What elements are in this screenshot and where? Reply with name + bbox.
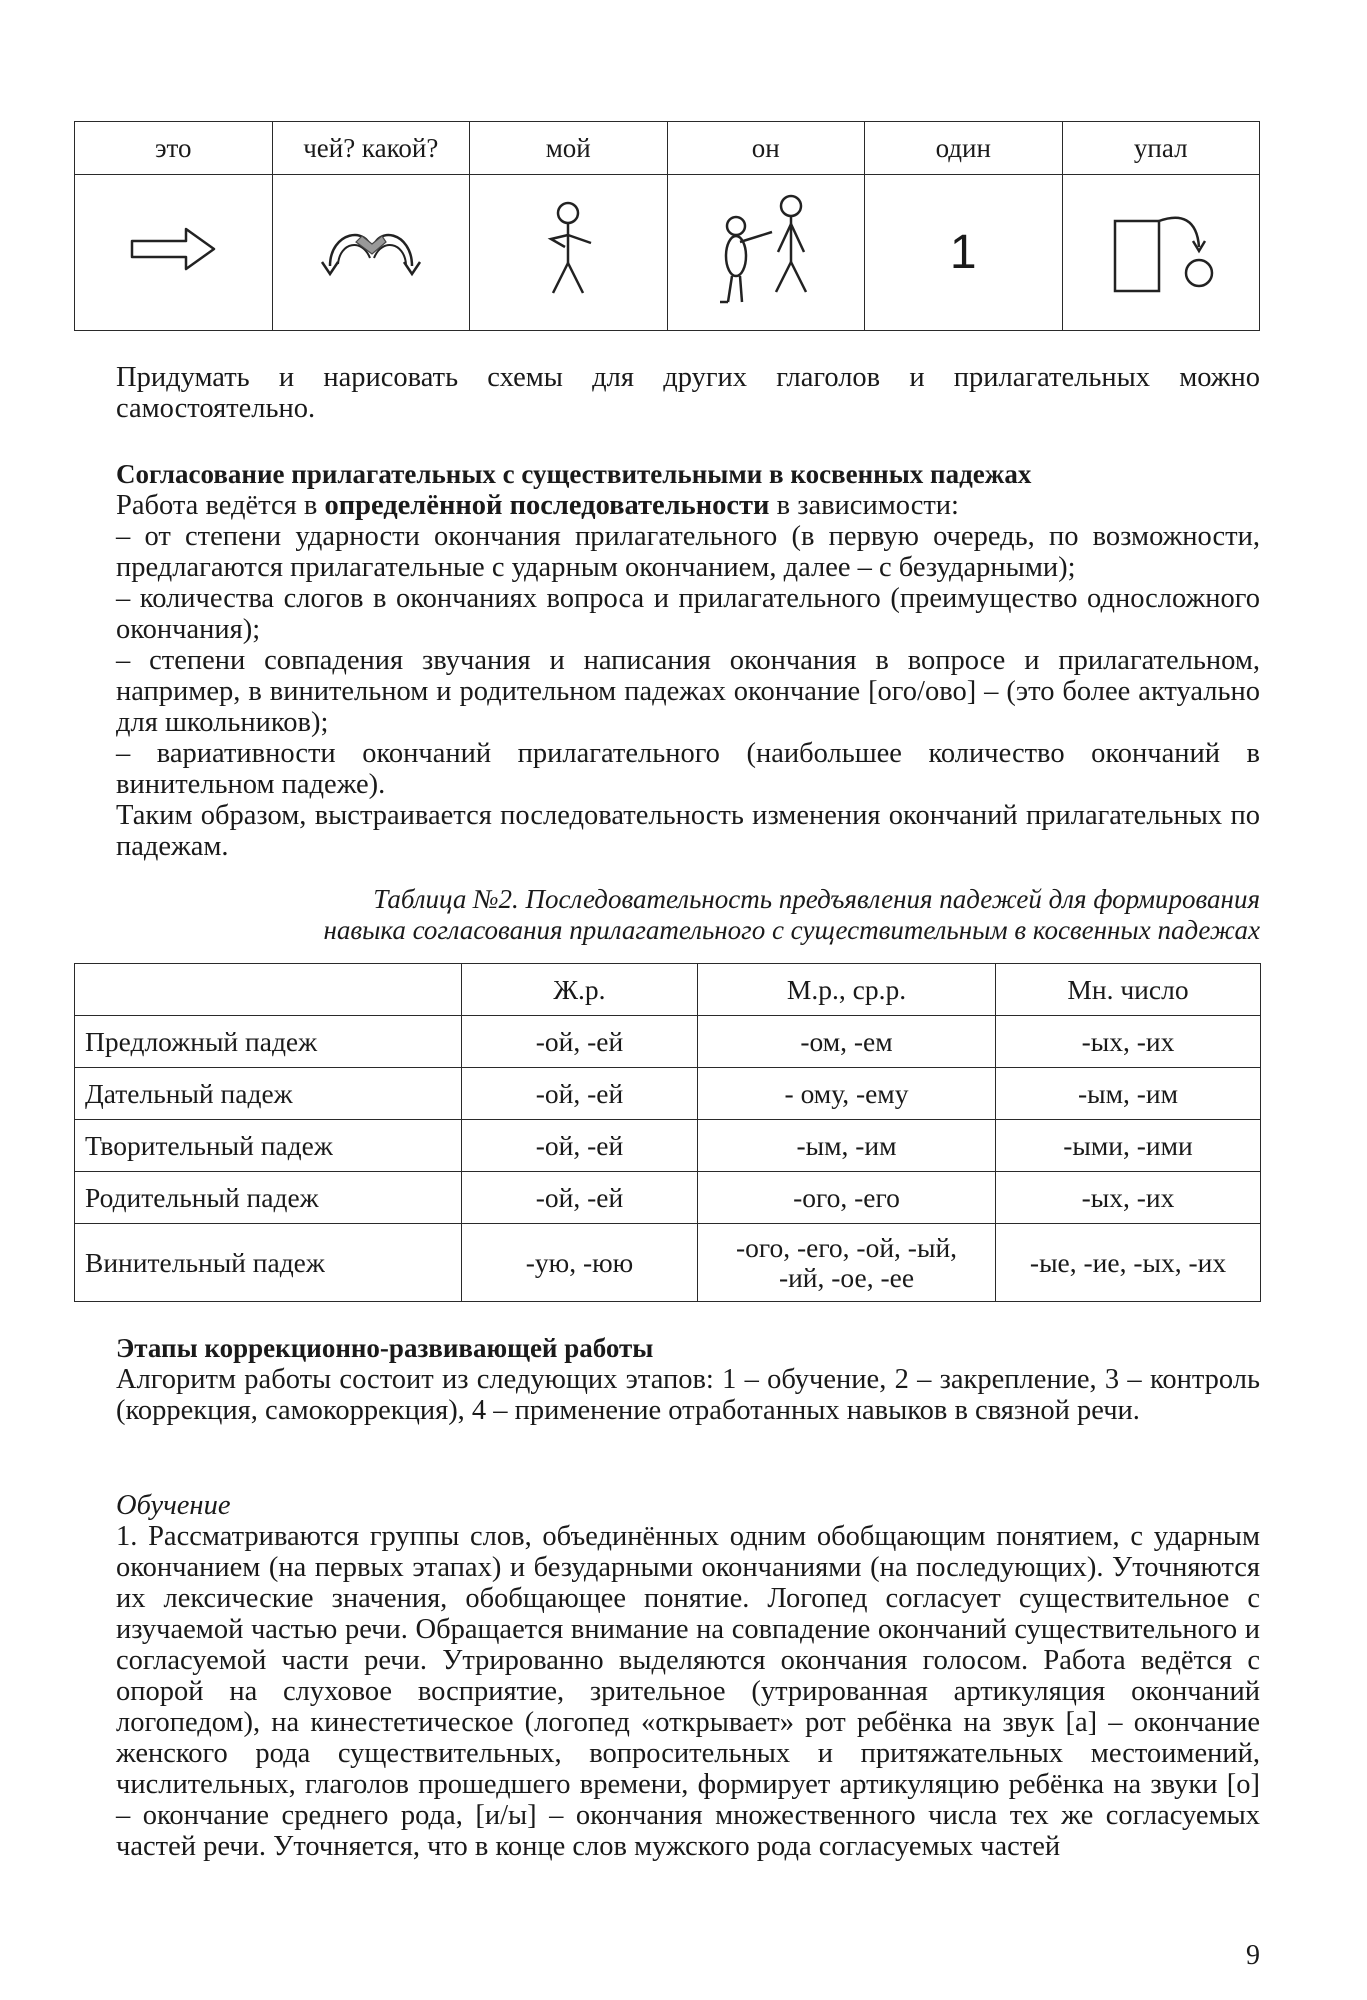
two-figures-pointing-icon [706, 192, 826, 307]
table-caption [160, 884, 1260, 946]
table-cell: -ой, -ей [462, 1120, 698, 1172]
section-lead [76, 490, 1260, 521]
caption-line: Таблица №2. Последовательность предъявления падежей для формирования [373, 884, 1260, 914]
lead-start: Работа ведётся в [116, 490, 325, 521]
row-label: Дательный падеж [75, 1068, 462, 1120]
lead-bold: определённой последовательности [324, 490, 770, 521]
section-heading: Этапы коррекционно-развивающей работы [116, 1333, 654, 1363]
table-cell: -ом, -ем [698, 1016, 996, 1068]
table-header-cell [75, 964, 462, 1016]
lead-end: в зависимости: [769, 490, 959, 521]
section-stages [76, 1333, 1260, 1426]
pictogram-header-row [75, 122, 1260, 175]
stick-figure-pointing-self-icon [533, 199, 603, 299]
picto-header-cell: мой [470, 122, 668, 175]
list-item: – количества слогов в окончаниях вопроса и прилагательного (преимущество односложного окончания); [116, 583, 1260, 645]
pictogram-icon-row [75, 175, 1260, 331]
row-label: Винительный падеж [75, 1224, 462, 1302]
picto-header-cell: это [75, 122, 273, 175]
arrow-right-icon [128, 224, 218, 274]
cell-line: -ого, -его, -ой, -ый, [735, 1231, 958, 1263]
section-conclusion: Таким образом, выстраивается последовательность изменения окончаний прилагательных по падежам. [116, 800, 1260, 862]
table-row [75, 1120, 1261, 1172]
cell-line: -ий, -ое, -ее [778, 1261, 915, 1293]
table-cell: -ой, -ей [462, 1068, 698, 1120]
intro-paragraph [76, 362, 1260, 424]
table-cell: -ым, -им [698, 1120, 996, 1172]
picto-header-cell: упал [1062, 122, 1260, 175]
picto-icon-cell [667, 175, 865, 331]
case-endings-table [74, 963, 1261, 1302]
table-row [75, 1016, 1261, 1068]
intro-text: Придумать и нарисовать схемы для других глаголов и прилагательных можно самостоятельно. [116, 362, 1260, 424]
row-label: Родительный падеж [75, 1172, 462, 1224]
table-header-cell: М.р., ср.р. [698, 964, 996, 1016]
table-row [75, 1172, 1261, 1224]
section-subheading: Обучение [116, 1490, 231, 1521]
picto-header-cell: один [865, 122, 1063, 175]
section-heading: Согласование прилагательных с существительными в косвенных падежах [116, 459, 1032, 489]
table-header-row [75, 964, 1261, 1016]
picto-header-cell: чей? какой? [272, 122, 470, 175]
row-label: Предложный падеж [75, 1016, 462, 1068]
page-number: 9 [1246, 1940, 1260, 1971]
picto-icon-cell [1062, 175, 1260, 331]
table-cell: -ых, -их [996, 1172, 1261, 1224]
pictogram-table [74, 121, 1260, 331]
table-cell: -ыми, -ими [996, 1120, 1261, 1172]
table-row [75, 1068, 1261, 1120]
row-label: Творительный падеж [75, 1120, 462, 1172]
table-cell: -ых, -их [996, 1016, 1261, 1068]
table-cell [698, 1224, 996, 1302]
table-row [75, 1224, 1261, 1302]
list-item: – вариативности окончаний прилагательного (наибольшее количество окончаний в винительном падеже). [116, 738, 1260, 800]
table-cell: -ым, -им [996, 1068, 1261, 1120]
section-text: 1. Рассматриваются группы слов, объединённых одним обобщающим понятием, с ударным окончанием (на первых этапах) и безударными окончаниями (на последующих). Уточняются их лексические значения, обобщающее понятие. Логопед согласует существительное с изучаемой частью речи. Обращается внимание на совпадение окончаний существительного и согласуемой части речи. Утрированно выделяются окончания голосом. Работа ведётся с опорой на слуховое восприятие, зрительное (утрированная артикуляция окончаний логопедом), на кинестетическое (логопед «открывает» рот ребёнка на звук [а] – окончание женского рода существительных, вопросительных и притяжательных местоимений, числительных, глаголов прошедшего времени, формирует артикуляцию ребёнка на звуки [о] – окончание среднего рода, [и/ы] – окончания множественного числа тех же согласуемых частей речи. Уточняется, что в конце слов мужского рода согласуемых частей [116, 1521, 1260, 1862]
section-agreement [76, 459, 1260, 862]
picto-icon-cell [470, 175, 668, 331]
table-header-cell: Ж.р. [462, 964, 698, 1016]
picto-header-cell: он [667, 122, 865, 175]
table-cell: - ому, -ему [698, 1068, 996, 1120]
table-cell: -ой, -ей [462, 1016, 698, 1068]
number-one-icon: 1 [949, 226, 977, 279]
falling-object-icon [1101, 199, 1221, 299]
section-learning [76, 1490, 1260, 1862]
picto-icon-cell [272, 175, 470, 331]
list-item: – от степени ударности окончания прилагательного (в первую очередь, по возможности, предлагаются прилагательные с ударным окончанием, далее – с безударными); [116, 521, 1260, 583]
caption-line: навыка согласования прилагательного с существительным в косвенных падежах [323, 915, 1260, 945]
table-cell: -ого, -его [698, 1172, 996, 1224]
table-header-cell: Мн. число [996, 964, 1261, 1016]
picto-icon-cell [865, 175, 1063, 331]
list-item: – степени совпадения звучания и написания окончания в вопросе и прилагательном, например, в винительном и родительном падежах окончание [ого/ово] – (это более актуально для школьников); [116, 645, 1260, 738]
table-cell: -ой, -ей [462, 1172, 698, 1224]
table-cell: -ую, -юю [462, 1224, 698, 1302]
section-text: Алгоритм работы состоит из следующих этапов: 1 – обучение, 2 – закрепление, 3 – контроль (коррекция, самокоррекция), 4 – применение отработанных навыков в связной речи. [116, 1364, 1260, 1426]
picto-icon-cell [75, 175, 273, 331]
table-cell: -ые, -ие, -ых, -их [996, 1224, 1261, 1302]
question-arcs-icon [316, 214, 426, 284]
